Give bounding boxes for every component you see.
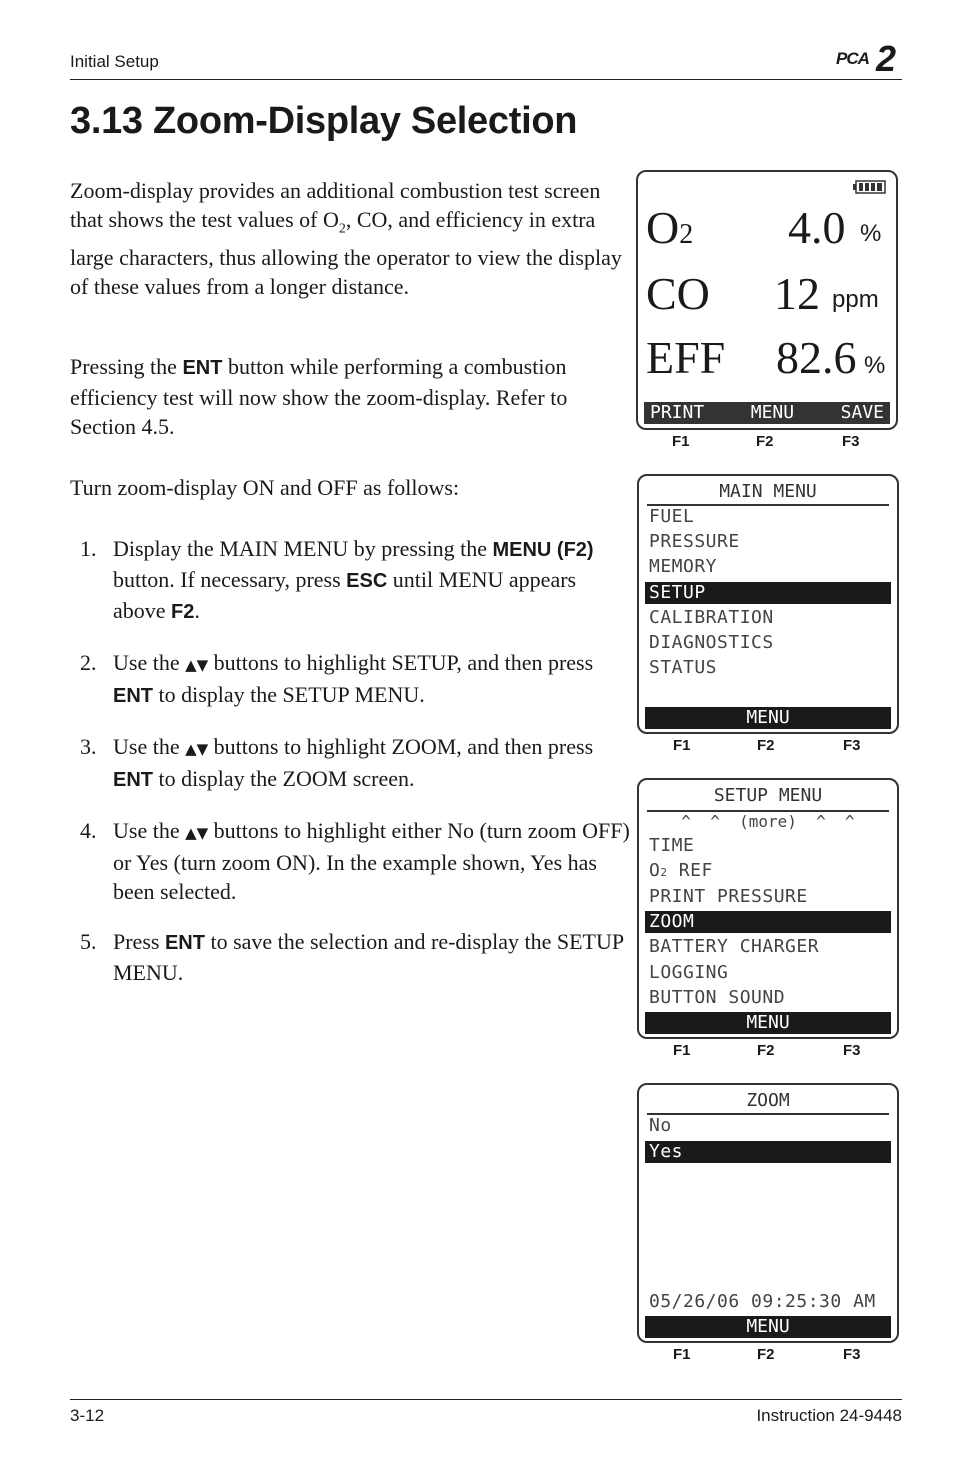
step-text: button. If necessary, press: [113, 567, 347, 592]
menu-softkey[interactable]: MENU: [750, 402, 795, 423]
menu-item-time[interactable]: TIME: [649, 835, 695, 856]
up-down-arrows-icon: ▲▼: [185, 656, 209, 674]
step-2: [80, 648, 630, 711]
o2-label-text: O: [646, 202, 680, 253]
menu-item-fuel[interactable]: FUEL: [649, 506, 695, 527]
key-ent: ENT: [113, 769, 153, 791]
menu-item-status[interactable]: STATUS: [649, 657, 718, 678]
pca2-logo: [836, 38, 904, 79]
menu-item-logging[interactable]: LOGGING: [649, 962, 729, 983]
f1-key-label[interactable]: F1: [673, 737, 691, 754]
intro-text: button while performing a combustion efficiency test will now show the zoom-display. Refer to Section 4.5.: [70, 354, 568, 439]
f2-key-label[interactable]: F2: [757, 737, 775, 754]
step-text: Use the: [113, 818, 186, 843]
document-number: Instruction 24-9448: [756, 1406, 902, 1425]
step-text: to display the SETUP MENU.: [153, 682, 425, 707]
step-number: 3.: [80, 734, 97, 759]
step-text: buttons to highlight ZOOM, and then press: [208, 734, 594, 759]
zoom-function-keys: [636, 433, 898, 451]
menu-item-battery-charger[interactable]: BATTERY CHARGER: [649, 936, 820, 957]
zoom-menu-title: ZOOM: [647, 1089, 889, 1115]
menu-item-zoom[interactable]: ZOOM: [645, 911, 891, 933]
step-text: Use the: [113, 650, 186, 675]
setup-menu-screen: [637, 778, 899, 1039]
step-text: Display the MAIN MENU by pressing the: [113, 536, 493, 561]
step-text: to display the ZOOM screen.: [153, 766, 415, 791]
intro-text: Zoom-display provides an additional combustion test screen that shows the test values of O: [70, 178, 601, 232]
step-text: .: [194, 598, 200, 623]
intro-text: Pressing the: [70, 354, 183, 379]
up-down-arrows-icon: ▲▼: [185, 824, 209, 842]
menu-item-o2-ref[interactable]: [649, 860, 713, 882]
save-softkey[interactable]: SAVE: [840, 402, 884, 423]
main-menu-title: MAIN MENU: [647, 480, 889, 506]
o2-ref-suffix: REF: [667, 860, 713, 881]
key-menu-f2: MENU (F2): [492, 539, 594, 561]
step-3: [80, 732, 630, 795]
intro-paragraph-3: Turn zoom-display ON and OFF as follows:: [70, 475, 460, 500]
intro-text: , CO, and efficiency in extra large characters, thus allowing the operator to view the display of these values from a longer distance.: [70, 207, 622, 300]
eff-unit: %: [864, 352, 886, 379]
step-text: Use the: [113, 734, 186, 759]
f3-key-label[interactable]: F3: [843, 737, 861, 754]
step-5: [80, 927, 630, 987]
key-esc: ESC: [346, 570, 388, 592]
step-number: 1.: [80, 536, 97, 561]
f2-key-label[interactable]: F2: [757, 1042, 775, 1059]
f3-key-label[interactable]: F3: [842, 433, 860, 450]
o2-value: 4.0: [788, 202, 846, 253]
setup-menu-softkey[interactable]: MENU: [645, 1012, 891, 1034]
o2-unit: %: [860, 220, 882, 247]
print-softkey[interactable]: PRINT: [650, 402, 705, 423]
o2-ref-subscript: 2: [660, 866, 668, 879]
o2-subscript: 2: [338, 221, 346, 237]
f3-key-label[interactable]: F3: [843, 1042, 861, 1059]
battery-full-icon: [852, 180, 886, 194]
page-number: 3-12: [70, 1406, 105, 1425]
zoom-menu-softkey[interactable]: MENU: [645, 1316, 891, 1338]
setup-menu-function-keys: [637, 1042, 899, 1060]
menu-item-print-pressure[interactable]: PRINT PRESSURE: [649, 886, 808, 907]
step-number: 2.: [80, 650, 97, 675]
intro-paragraph-1: [70, 176, 626, 301]
f1-key-label[interactable]: F1: [672, 433, 690, 450]
intro-paragraph-2: [70, 352, 626, 441]
zoom-menu-function-keys: [637, 1346, 899, 1364]
section-title: 3.13 Zoom-Display Selection: [70, 100, 578, 142]
key-ent: ENT: [164, 932, 205, 954]
main-menu-screen: [637, 474, 899, 734]
up-down-arrows-icon: ▲▼: [185, 740, 209, 758]
menu-item-button-sound[interactable]: BUTTON SOUND: [649, 987, 786, 1008]
menu-item-pressure[interactable]: PRESSURE: [649, 531, 740, 552]
step-text: to save the selection and re-display the SETUP MENU.: [113, 929, 624, 985]
f1-key-label[interactable]: F1: [673, 1042, 691, 1059]
zoom-option-no[interactable]: No: [649, 1115, 672, 1136]
zoom-option-yes[interactable]: Yes: [645, 1141, 891, 1163]
main-menu-function-keys: [637, 737, 899, 755]
more-indicator[interactable]: ^ ^ (more) ^ ^: [647, 810, 889, 834]
co-label: CO: [646, 268, 710, 319]
footer-divider: [70, 1399, 902, 1400]
key-ent: ENT: [113, 685, 153, 707]
f3-key-label[interactable]: F3: [843, 1346, 861, 1363]
step-text: Press: [113, 929, 165, 954]
zoom-menu-screen: [637, 1083, 899, 1343]
step-text: buttons to highlight either No (turn zoom OFF) or Yes (turn zoom ON). In the example shown, Yes has been selected.: [113, 818, 630, 904]
f1-key-label[interactable]: F1: [673, 1346, 691, 1363]
date-time-readout: 05/26/06 09:25:30 AM: [649, 1291, 876, 1312]
o2-label-subscript: 2: [679, 219, 694, 250]
zoom-softkey-bar: [644, 402, 890, 424]
menu-item-setup[interactable]: SETUP: [645, 582, 891, 604]
main-menu-softkey[interactable]: MENU: [645, 707, 891, 729]
step-number: 5.: [80, 929, 97, 954]
step-text: until MENU appears above: [113, 567, 577, 623]
key-f2: F2: [171, 601, 195, 623]
o2-ref-text: O: [649, 860, 661, 881]
menu-item-memory[interactable]: MEMORY: [649, 556, 718, 577]
eff-value: 82.6: [776, 332, 857, 383]
logo-number: 2: [876, 38, 897, 79]
menu-item-diagnostics[interactable]: DIAGNOSTICS: [649, 632, 774, 653]
key-ent: ENT: [182, 357, 223, 379]
co-value: 12: [774, 268, 820, 319]
logo-text: PCA: [836, 49, 869, 68]
running-header: Initial Setup: [70, 52, 159, 71]
f2-key-label[interactable]: F2: [757, 1346, 775, 1363]
eff-label: EFF: [646, 332, 726, 383]
co-unit: ppm: [832, 286, 879, 313]
f2-key-label[interactable]: F2: [756, 433, 774, 450]
header-divider: [70, 79, 902, 80]
menu-item-calibration[interactable]: CALIBRATION: [649, 607, 774, 628]
step-text: buttons to highlight SETUP, and then press: [208, 650, 594, 675]
zoom-display-screen: [636, 170, 898, 430]
setup-menu-title: SETUP MENU: [713, 785, 823, 806]
step-number: 4.: [80, 818, 97, 843]
steps-list: [80, 534, 630, 1008]
step-4: [80, 816, 630, 906]
o2-label: [646, 200, 693, 263]
step-1: [80, 534, 630, 627]
